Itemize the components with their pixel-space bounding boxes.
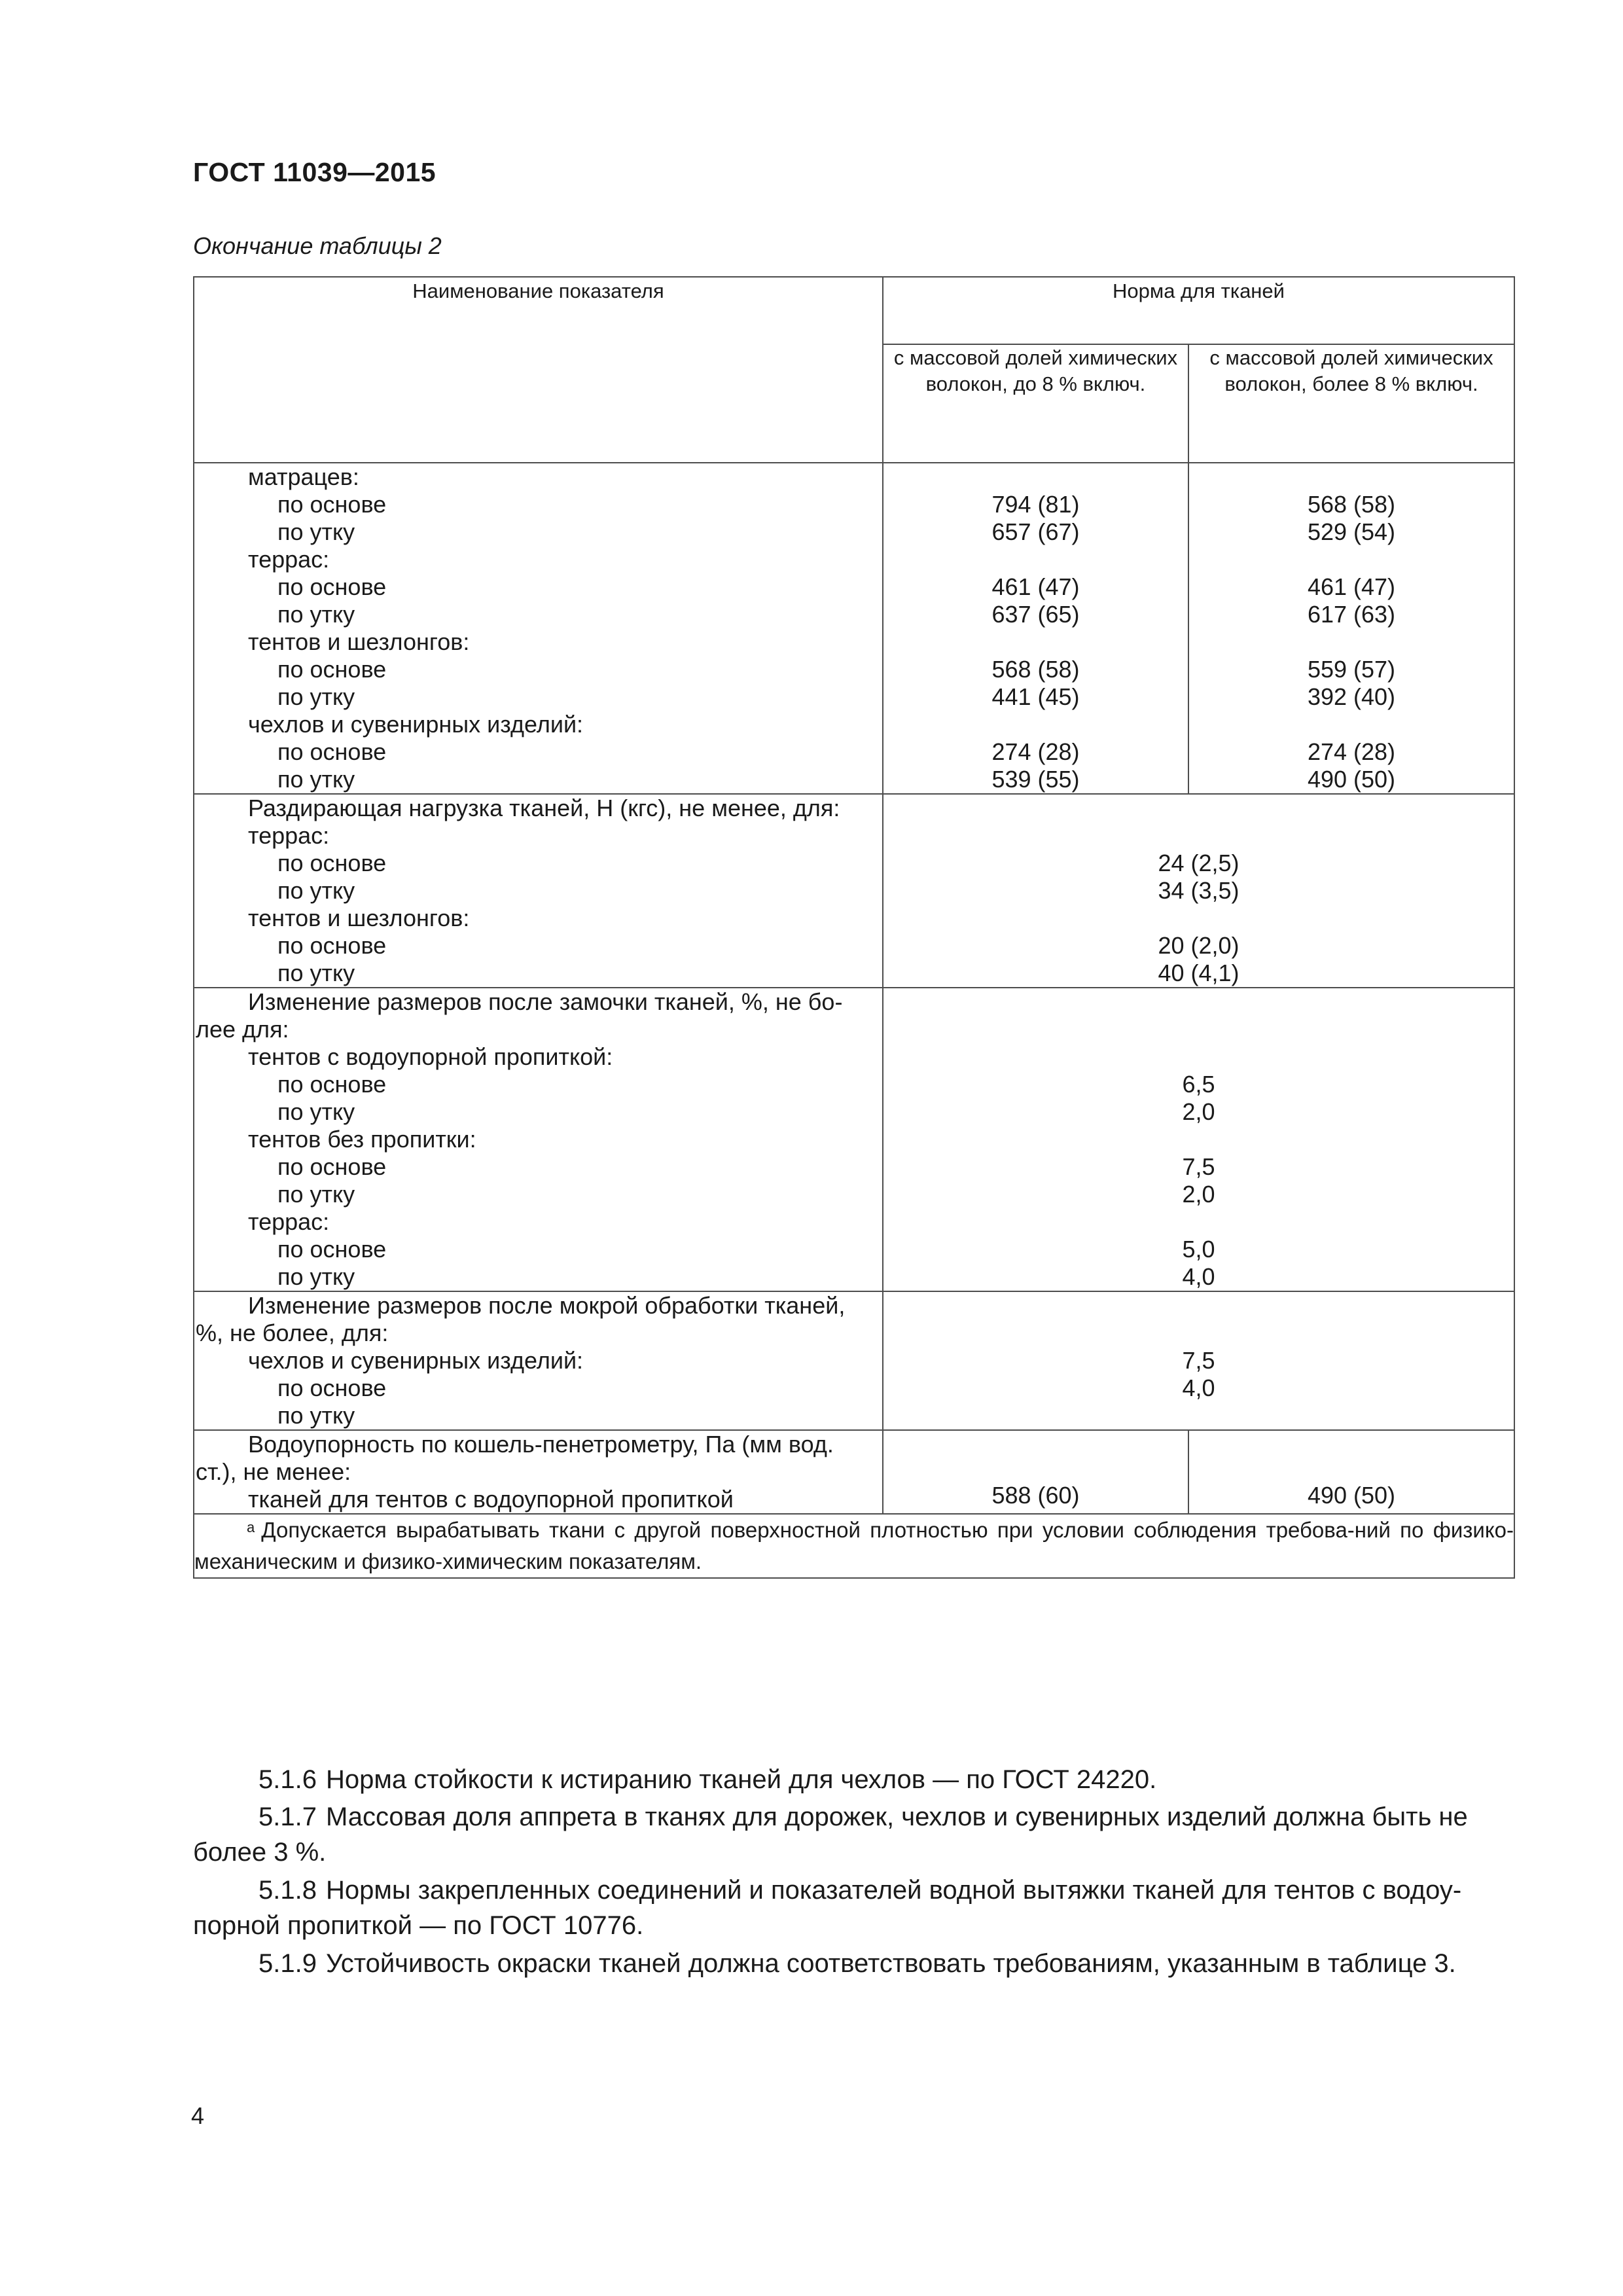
cell-value — [1189, 546, 1514, 573]
paragraph-text: Массовая доля аппрета в тканях для дорожек, чехлов и сувенирных изделий должна быть не более 3 %. — [193, 1803, 1468, 1867]
row-label: по основе — [277, 1071, 387, 1098]
row-label: тканей для тентов с водоупорной пропиткой — [248, 1486, 734, 1513]
cell-value — [883, 463, 1188, 491]
row-title: Раздирающая нагрузка тканей, Н (кгс), не менее, для: — [248, 795, 840, 821]
row-label: по основе — [277, 1236, 387, 1263]
water-resistance-value-b — [1188, 1430, 1514, 1514]
cell-value: 588 (60) — [991, 1482, 1080, 1509]
row-label: по утку — [277, 601, 355, 628]
spacer — [883, 795, 1514, 822]
row-label: по основе — [277, 573, 387, 600]
cell-value — [883, 1126, 1514, 1153]
cell-value — [883, 1402, 1514, 1429]
paragraph-number: 5.1.7 — [259, 1803, 317, 1831]
cell-value — [883, 905, 1514, 932]
block-soaking-values — [883, 988, 1514, 1291]
cell-value: 617 (63) — [1307, 601, 1396, 628]
cell-value: 2,0 — [1182, 1181, 1215, 1208]
row-label: по основе — [277, 738, 387, 765]
cell-value: 657 (67) — [991, 518, 1080, 545]
block-mattress-values-b — [1188, 463, 1514, 794]
cell-value — [1189, 463, 1514, 491]
row-label: чехлов и сувенирных изделий: — [248, 711, 584, 738]
block-water-resistance-labels — [194, 1430, 883, 1514]
row-label: по утку — [277, 518, 355, 545]
table-row — [194, 1291, 1514, 1430]
block-mattress-labels — [194, 463, 883, 794]
block-tear-load-values — [883, 794, 1514, 988]
row-label: по основе — [277, 656, 387, 683]
cell-value: 568 (58) — [1307, 491, 1396, 518]
row-label: по утку — [277, 1098, 355, 1125]
table-footnote — [194, 1514, 1514, 1578]
spacer — [883, 1016, 1514, 1043]
cell-value: 529 (54) — [1307, 518, 1396, 545]
cell-value: 441 (45) — [991, 683, 1080, 710]
spacer — [883, 988, 1514, 1016]
cell-value: 461 (47) — [991, 573, 1080, 600]
row-title: %, не более, для: — [196, 1319, 389, 1346]
row-label: террас: — [248, 822, 330, 849]
paragraph-text: Устойчивость окраски тканей должна соответствовать требованиям, указанным в таблице 3. — [325, 1949, 1456, 1978]
row-label: по основе — [277, 1153, 387, 1180]
table-row — [194, 794, 1514, 988]
row-label: тентов и шезлонгов: — [248, 905, 470, 931]
row-label: террас: — [248, 1208, 330, 1235]
paragraph-5-1-6 — [193, 1762, 1514, 1797]
cell-value: 568 (58) — [991, 656, 1080, 683]
row-label: по утку — [277, 960, 355, 986]
page-number: 4 — [191, 2102, 205, 2129]
column-header-name: Наименование показателя — [194, 277, 883, 463]
cell-value: 490 (50) — [1307, 766, 1396, 793]
cell-value: 2,0 — [1182, 1098, 1215, 1125]
cell-value — [883, 628, 1188, 656]
row-label: тентов с водоупорной пропиткой: — [248, 1043, 613, 1070]
paragraph-5-1-8 — [193, 1873, 1514, 1943]
paragraph-text: Норма стойкости к истиранию тканей для чехлов — по ГОСТ 24220. — [325, 1765, 1157, 1794]
cell-value: 6,5 — [1182, 1071, 1215, 1098]
paragraph-5-1-9 — [193, 1946, 1514, 1981]
row-label: по основе — [277, 1374, 387, 1401]
cell-value — [883, 546, 1188, 573]
spec-table — [193, 276, 1515, 1579]
table-caption: Окончание таблицы 2 — [193, 232, 442, 259]
cell-value: 461 (47) — [1307, 573, 1396, 600]
cell-value — [883, 711, 1188, 738]
paragraph-5-1-7 — [193, 1799, 1514, 1870]
cell-value: 392 (40) — [1307, 683, 1396, 710]
cell-value: 4,0 — [1182, 1374, 1215, 1401]
row-label: по утку — [277, 877, 355, 904]
cell-value: 539 (55) — [991, 766, 1080, 793]
row-title: Изменение размеров после замочки тканей, %, не бо- — [248, 988, 843, 1015]
cell-value — [1189, 711, 1514, 738]
row-title: лее для: — [196, 1016, 289, 1043]
cell-value: 7,5 — [1182, 1153, 1215, 1180]
footnote-text: Допускается вырабатывать ткани с другой поверхностной плотностью при условии соблюдения требова-ний по физико-механическим и физико-химическим показателям. — [194, 1518, 1514, 1573]
paragraph-number: 5.1.6 — [259, 1765, 317, 1794]
cell-value: 559 (57) — [1307, 656, 1396, 683]
row-title: Водоупорность по кошель-пенетрометру, Па (мм вод. — [248, 1431, 834, 1458]
row-title: Изменение размеров после мокрой обработки тканей, — [248, 1292, 846, 1319]
cell-value: 490 (50) — [1307, 1482, 1396, 1509]
cell-value: 274 (28) — [991, 738, 1080, 765]
cell-value — [883, 1208, 1514, 1236]
cell-value: 794 (81) — [991, 491, 1080, 518]
block-tear-load-labels — [194, 794, 883, 988]
footnote-mark: а — [247, 1519, 255, 1535]
cell-value: 34 (3,5) — [1158, 877, 1240, 904]
cell-value: 40 (4,1) — [1158, 960, 1240, 986]
cell-value: 4,0 — [1182, 1263, 1215, 1290]
row-label: чехлов и сувенирных изделий: — [248, 1347, 584, 1374]
table-row — [194, 463, 1514, 794]
row-label: по основе — [277, 850, 387, 876]
cell-value: 5,0 — [1182, 1236, 1215, 1263]
cell-value: 7,5 — [1182, 1347, 1215, 1374]
cell-value: 637 (65) — [991, 601, 1080, 628]
water-resistance-value-a — [883, 1430, 1188, 1514]
spacer — [883, 1292, 1514, 1319]
cell-value: 20 (2,0) — [1158, 932, 1240, 959]
paragraph-text: Нормы закрепленных соединений и показателей водной вытяжки тканей для тентов с водоу-порной пропиткой — по ГОСТ 10776. — [193, 1876, 1462, 1940]
document-header: ГОСТ 11039—2015 — [193, 157, 437, 187]
paragraph-number: 5.1.9 — [259, 1949, 317, 1978]
row-label: по утку — [277, 1181, 355, 1208]
row-label: по утку — [277, 683, 355, 710]
cell-value: 274 (28) — [1307, 738, 1396, 765]
row-label: по основе — [277, 491, 387, 518]
table-row — [194, 988, 1514, 1291]
row-label: тентов и шезлонгов: — [248, 628, 470, 655]
spacer — [883, 1319, 1514, 1347]
block-wet-treatment-values — [883, 1291, 1514, 1430]
paragraph-number: 5.1.8 — [259, 1876, 317, 1905]
block-soaking-labels — [194, 988, 883, 1291]
column-header-up-to-8: с массовой долей химических волокон, до 8 % включ. — [883, 344, 1188, 463]
column-header-norm: Норма для тканей — [883, 277, 1514, 344]
table-row — [194, 1430, 1514, 1514]
row-label: по утку — [277, 1402, 355, 1429]
cell-value — [883, 1043, 1514, 1071]
row-label: по утку — [277, 766, 355, 793]
cell-value — [1189, 628, 1514, 656]
column-header-over-8: с массовой долей химических волокон, более 8 % включ. — [1188, 344, 1514, 463]
row-title: ст.), не менее: — [196, 1458, 351, 1485]
cell-value — [883, 822, 1514, 850]
row-label: террас: — [248, 546, 330, 573]
cell-value: 24 (2,5) — [1158, 850, 1240, 876]
row-label: по основе — [277, 932, 387, 959]
block-mattress-values-a — [883, 463, 1188, 794]
table-footnote-row — [194, 1514, 1514, 1578]
row-label: по утку — [277, 1263, 355, 1290]
row-label: тентов без пропитки: — [248, 1126, 476, 1153]
row-label: матрацев: — [248, 463, 359, 490]
block-wet-treatment-labels — [194, 1291, 883, 1430]
